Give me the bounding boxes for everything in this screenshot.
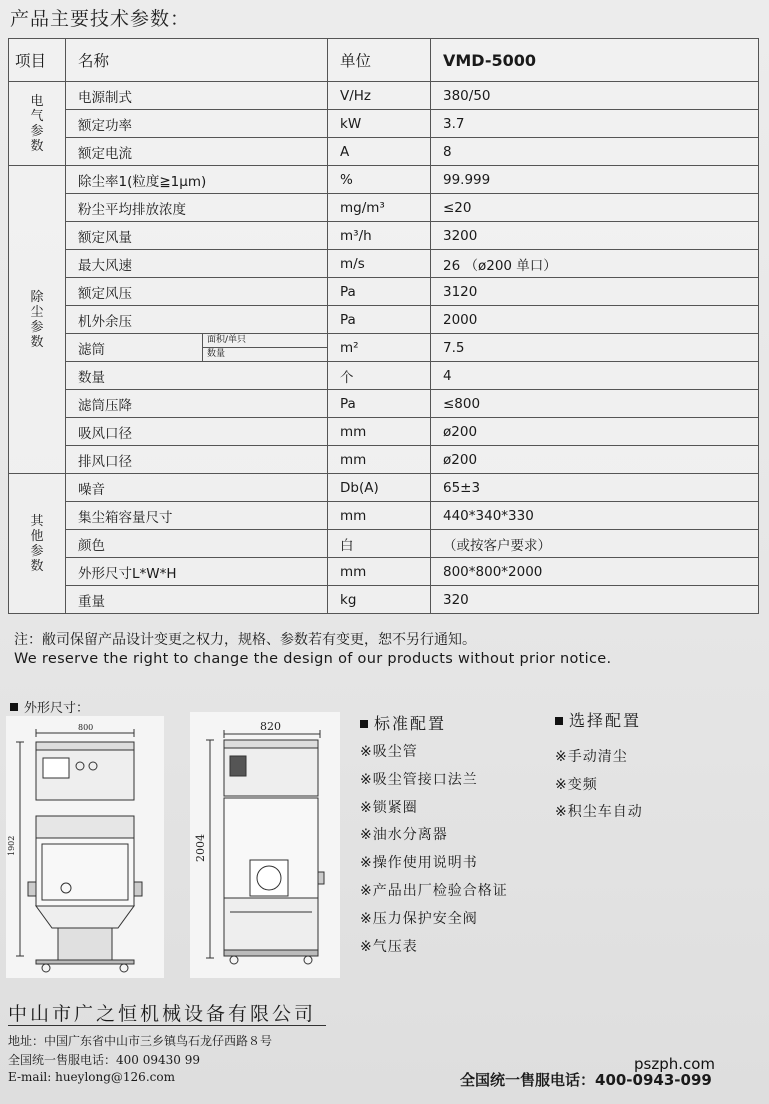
param-name: 数量 xyxy=(66,362,328,390)
header-name: 名称 xyxy=(66,39,328,82)
list-item: ※产品出厂检验合格证 xyxy=(360,882,508,899)
param-value: ≤20 xyxy=(431,194,759,222)
table-row xyxy=(9,586,759,614)
list-item: ※操作使用说明书 xyxy=(360,855,478,872)
param-value: 4 xyxy=(431,362,759,390)
table-row xyxy=(9,558,759,586)
group-label-char: 除 xyxy=(30,289,44,305)
param-value: 440*340*330 xyxy=(431,502,759,530)
param-unit: m/s xyxy=(328,250,431,278)
param-value: ø200 xyxy=(431,418,759,446)
standard-config-list xyxy=(360,741,508,963)
param-unit: mm xyxy=(328,418,431,446)
list-item: ※气压表 xyxy=(360,938,418,955)
param-name: 集尘箱容量尺寸 xyxy=(66,502,328,530)
note-english: We reserve the right to change the design of our products without prior notice. xyxy=(14,651,612,667)
param-unit: kW xyxy=(328,110,431,138)
table-row xyxy=(9,222,759,250)
watermark: pszph.com xyxy=(634,1055,716,1073)
square-bullet-icon xyxy=(360,720,368,728)
param-sub-label: 数量 xyxy=(207,349,226,359)
param-value: ø200 xyxy=(431,446,759,474)
param-unit: Pa xyxy=(328,306,431,334)
group-label-char: 数 xyxy=(30,138,44,154)
param-value: 320 xyxy=(431,586,759,614)
side-view-drawing xyxy=(190,712,340,978)
param-name: 外形尺寸L*W*H xyxy=(66,558,328,586)
optional-config-title: 选择配置 xyxy=(569,711,642,730)
param-sub-labels xyxy=(202,334,327,361)
group-label-char: 电 xyxy=(30,93,44,109)
group-label-char: 气 xyxy=(30,108,44,124)
company-name: 中山市广之恒机械设备有限公司 xyxy=(8,1003,317,1025)
table-row xyxy=(9,306,759,334)
param-name: 除尘率1(粒度≧1μm) xyxy=(66,166,328,194)
param-unit: Db(A) xyxy=(328,474,431,502)
param-name: 额定风压 xyxy=(66,278,328,306)
param-name: 颜色 xyxy=(66,530,328,558)
table-row xyxy=(9,334,759,362)
page-title: 产品主要技术参数： xyxy=(10,8,191,30)
divider xyxy=(8,1025,326,1026)
group-label-char: 数 xyxy=(30,334,44,350)
param-name: 最大风速 xyxy=(66,250,328,278)
param-name: 排风口径 xyxy=(66,446,328,474)
square-bullet-icon xyxy=(10,703,18,711)
table-row xyxy=(9,110,759,138)
param-value: 3120 xyxy=(431,278,759,306)
group-label-char: 他 xyxy=(30,528,44,544)
table-row xyxy=(9,194,759,222)
param-name: 噪音 xyxy=(66,474,328,502)
company-phone: 全国统一售服电话：400 09430 99 xyxy=(8,1053,200,1067)
company-address: 地址：中国广东省中山市三乡镇鸟石龙仔西路８号 xyxy=(8,1034,273,1048)
list-item: ※锁紧圈 xyxy=(360,799,418,816)
param-name: 额定电流 xyxy=(66,138,328,166)
group-label xyxy=(9,166,66,474)
param-unit: m³/h xyxy=(328,222,431,250)
table-row xyxy=(9,446,759,474)
optional-config-list xyxy=(555,746,643,829)
param-name xyxy=(66,334,328,362)
table-row xyxy=(9,530,759,558)
table-row xyxy=(9,278,759,306)
param-name: 电源制式 xyxy=(66,82,328,110)
param-value: 2000 xyxy=(431,306,759,334)
table-row xyxy=(9,362,759,390)
param-name: 额定功率 xyxy=(66,110,328,138)
table-row xyxy=(9,390,759,418)
side-width-label: 820 xyxy=(260,720,281,733)
table-row xyxy=(9,138,759,166)
table-row xyxy=(9,418,759,446)
param-unit: 白 xyxy=(328,530,431,558)
table-row xyxy=(9,250,759,278)
param-unit: mm xyxy=(328,446,431,474)
optional-config-heading xyxy=(555,708,641,731)
group-label-char: 参 xyxy=(30,123,44,139)
header-model: VMD-5000 xyxy=(431,39,759,82)
table-row xyxy=(9,82,759,110)
dimensions-label: 外形尺寸： xyxy=(24,701,90,716)
company-email: E-mail: hueylong@126.com xyxy=(8,1070,175,1084)
param-value: 3.7 xyxy=(431,110,759,138)
param-unit: Pa xyxy=(328,390,431,418)
note-chinese: 注：敝司保留产品设计变更之权力，规格、参数若有变更，恕不另行通知。 xyxy=(14,632,476,648)
group-label-char: 数 xyxy=(30,558,44,574)
param-unit: % xyxy=(328,166,431,194)
table-row xyxy=(9,502,759,530)
param-unit: m² xyxy=(328,334,431,362)
param-name: 机外余压 xyxy=(66,306,328,334)
table-row xyxy=(9,474,759,502)
param-value: 99.999 xyxy=(431,166,759,194)
square-bullet-icon xyxy=(555,717,563,725)
param-unit: mg/m³ xyxy=(328,194,431,222)
group-label xyxy=(9,82,66,166)
dimensions-heading xyxy=(10,697,89,716)
param-unit: 个 xyxy=(328,362,431,390)
param-unit: A xyxy=(328,138,431,166)
front-width-label: 800 xyxy=(78,723,94,732)
list-item: ※压力保护安全阀 xyxy=(360,910,478,927)
param-unit: mm xyxy=(328,558,431,586)
group-label-char: 其 xyxy=(30,513,44,529)
param-value: 3200 xyxy=(431,222,759,250)
param-value: ≤800 xyxy=(431,390,759,418)
header-item: 项目 xyxy=(9,39,66,82)
param-name: 额定风量 xyxy=(66,222,328,250)
param-unit: mm xyxy=(328,502,431,530)
list-item: ※手动清尘 xyxy=(555,749,628,765)
param-value: 7.5 xyxy=(431,334,759,362)
list-item: ※变频 xyxy=(555,776,598,793)
standard-config-heading xyxy=(360,711,446,734)
contact-block xyxy=(8,1032,272,1089)
group-label-char: 尘 xyxy=(30,304,44,320)
list-item: ※吸尘管接口法兰 xyxy=(360,771,478,788)
param-unit: V/Hz xyxy=(328,82,431,110)
param-value: （或按客户要求） xyxy=(431,530,759,558)
param-name: 重量 xyxy=(66,586,328,614)
spec-table xyxy=(8,38,759,614)
param-value: 380/50 xyxy=(431,82,759,110)
hotline: 全国统一售服电话：400-0943-099 xyxy=(460,1071,712,1089)
param-unit: Pa xyxy=(328,278,431,306)
param-name: 粉尘平均排放浓度 xyxy=(66,194,328,222)
list-item: ※油水分离器 xyxy=(360,827,448,844)
group-label-char: 参 xyxy=(30,319,44,335)
list-item: ※积尘车自动 xyxy=(555,804,643,820)
front-height-label: 1902 xyxy=(7,835,16,856)
param-value: 8 xyxy=(431,138,759,166)
list-item: ※吸尘管 xyxy=(360,744,418,760)
param-name: 吸风口径 xyxy=(66,418,328,446)
front-view-drawing xyxy=(6,716,164,978)
param-value: 26 （ø200 单口） xyxy=(431,250,759,278)
group-label-char: 参 xyxy=(30,543,44,559)
table-header-row xyxy=(9,39,759,82)
header-unit: 单位 xyxy=(328,39,431,82)
param-value: 800*800*2000 xyxy=(431,558,759,586)
side-height-label: 2004 xyxy=(194,834,207,862)
param-sub-label: 面积/单只 xyxy=(203,334,327,348)
spec-table-body xyxy=(9,39,759,614)
standard-config-title: 标准配置 xyxy=(374,714,447,733)
param-name-text: 滤筒 xyxy=(78,341,105,358)
param-unit: kg xyxy=(328,586,431,614)
table-row xyxy=(9,166,759,194)
param-value: 65±3 xyxy=(431,474,759,502)
param-name: 滤筒压降 xyxy=(66,390,328,418)
group-label xyxy=(9,474,66,614)
